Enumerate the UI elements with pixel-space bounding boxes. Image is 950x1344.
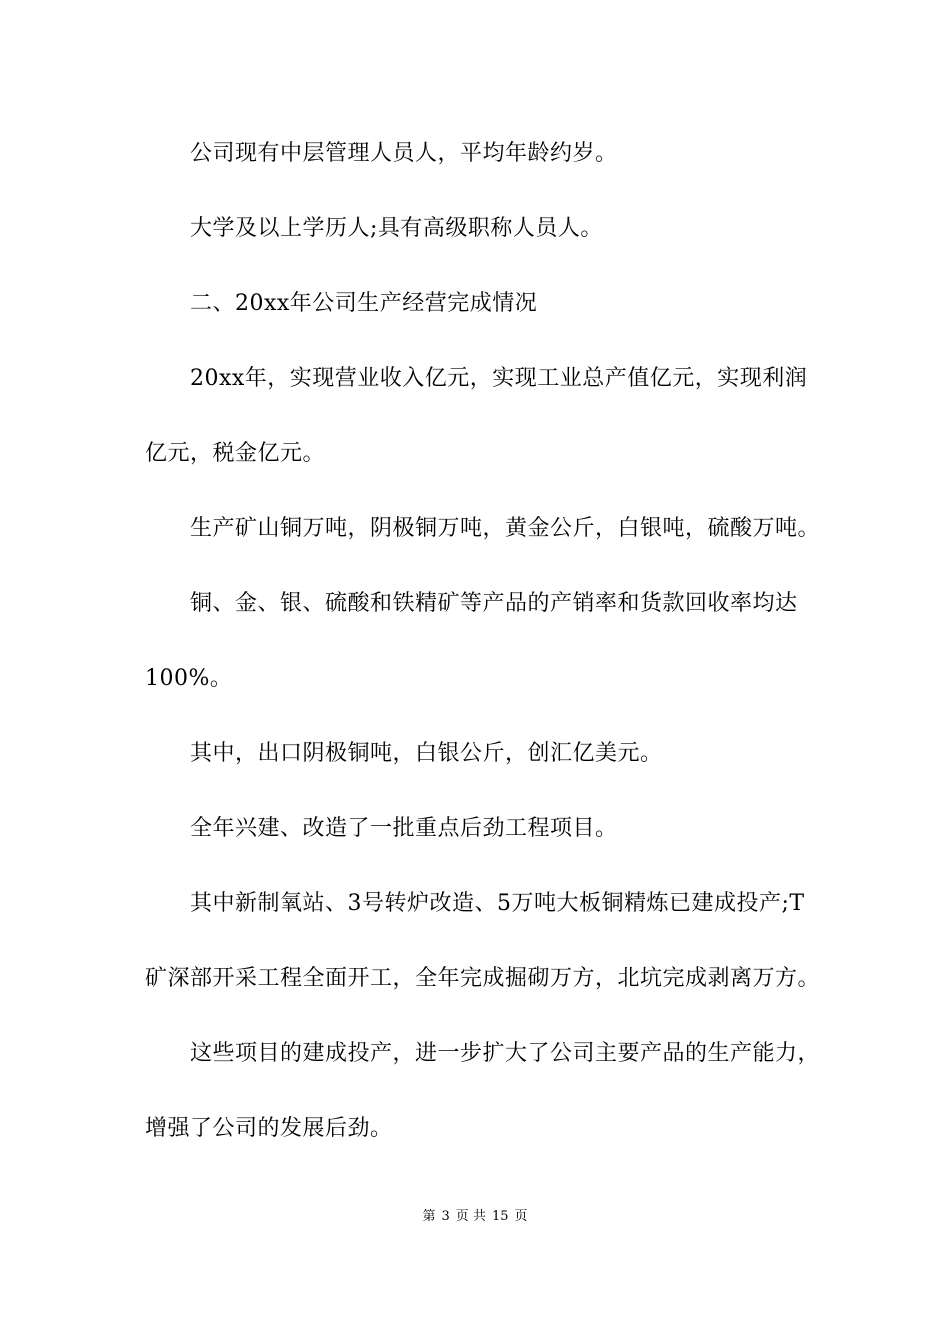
paragraph-line: 这些项目的建成投产，进一步扩大了公司主要产品的生产能力，: [190, 1041, 821, 1066]
footer-prefix: 第: [422, 1209, 436, 1224]
paragraph-line: 生产矿山铜万吨，阴极铜万吨，黄金公斤，白银吨，硫酸万吨。: [190, 516, 821, 541]
total-pages-number: 15: [491, 1209, 509, 1224]
page-footer: [0, 1208, 950, 1226]
paragraph-line: 亿元，税金亿元。: [145, 441, 326, 466]
paragraph-line: 公司现有中层管理人员人，平均年龄约岁。: [190, 141, 618, 166]
paragraph-line: 其中，出口阴极铜吨，白银公斤，创汇亿美元。: [190, 741, 663, 766]
paragraph-line: 矿深部开采工程全面开工，全年完成掘砌万方，北坑完成剥离万方。: [145, 966, 821, 991]
paragraph-line: 20xx年，实现营业收入亿元，实现工业总产值亿元，实现利润: [190, 366, 808, 391]
paragraph-line: 全年兴建、改造了一批重点后劲工程项目。: [190, 816, 618, 841]
footer-suffix: 页: [514, 1209, 528, 1224]
footer-middle: 页 共: [455, 1209, 486, 1224]
paragraph-line: 100%。: [145, 666, 233, 691]
section-heading: 二、20xx年公司生产经营完成情况: [190, 291, 538, 316]
current-page-number: 3: [441, 1209, 450, 1224]
paragraph-line: 增强了公司的发展后劲。: [145, 1116, 393, 1141]
paragraph-line: 大学及以上学历人;具有高级职称人员人。: [190, 216, 603, 241]
paragraph-line: 其中新制氧站、3号转炉改造、5万吨大板铜精炼已建成投产;T: [190, 891, 805, 916]
paragraph-line: 铜、金、银、硫酸和铁精矿等产品的产销率和货款回收率均达: [190, 591, 798, 616]
